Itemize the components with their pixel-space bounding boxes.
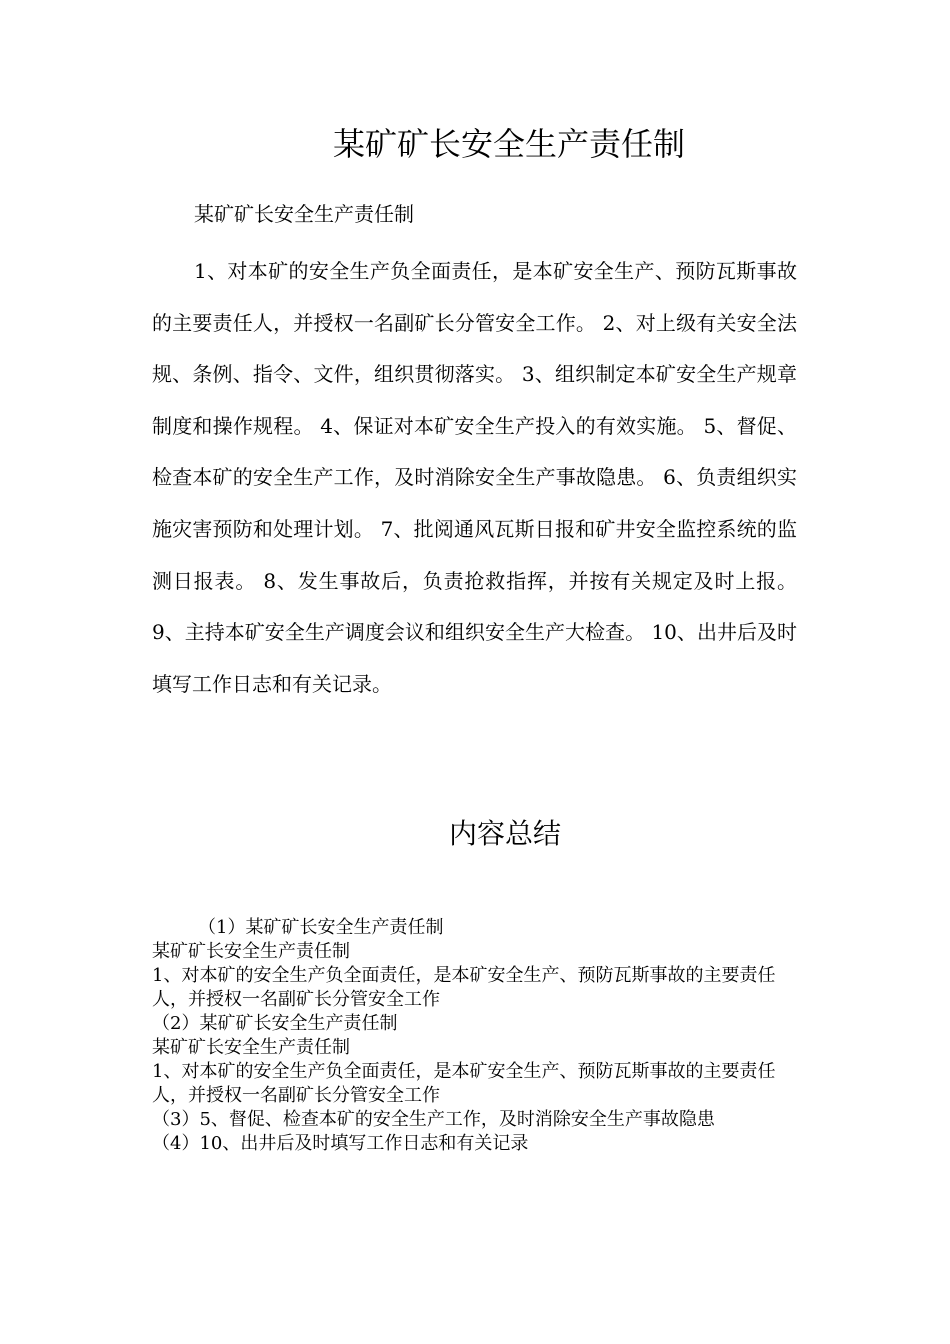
summary-line: 某矿矿长安全生产责任制 (152, 1037, 350, 1058)
summary-block (152, 916, 797, 1156)
summary-line: （3）5、督促、检查本矿的安全生产工作，及时消除安全生产事故隐患 (152, 1109, 715, 1130)
summary-heading: 内容总结 (448, 817, 561, 850)
body-paragraph: 1、对本矿的安全生产负全面责任，是本矿安全生产、预防瓦斯事故的主要责任人，并授权一名副矿长分管安全工作。 2、对上级有关安全法规、条例、指令、文件，组织贯彻落实。 3、组织制定本矿安全生产规章制度和操作规程。 4、保证对本矿安全生产投入的有效实施。 5、督促、检查本矿的安全生产工作，及时消除安全生产事故隐患。 6、负责组织实施灾害预防和处理计划。 7、批阅通风瓦斯日报和矿井安全监控系统的监测日报表。 8、发生事故后，负责抢救指挥，并按有关规定及时上报。 9、主持本矿安全生产调度会议和组织安全生产大检查。 10、出井后及时填写工作日志和有关记录。 (152, 259, 797, 696)
document-subtitle: 某矿矿长安全生产责任制 (194, 202, 414, 226)
summary-line: （4）10、出井后及时填写工作日志和有关记录 (152, 1133, 529, 1154)
summary-line: 1、对本矿的安全生产负全面责任，是本矿安全生产、预防瓦斯事故的主要责任人，并授权一名副矿长分管安全工作 (152, 965, 776, 1010)
summary-line: （1）某矿矿长安全生产责任制 (198, 917, 444, 938)
summary-line: 1、对本矿的安全生产负全面责任，是本矿安全生产、预防瓦斯事故的主要责任人，并授权一名副矿长分管安全工作 (152, 1061, 776, 1106)
summary-line: （2）某矿矿长安全生产责任制 (152, 1013, 398, 1034)
summary-line: 某矿矿长安全生产责任制 (152, 941, 350, 962)
document-title: 某矿矿长安全生产责任制 (332, 125, 685, 163)
